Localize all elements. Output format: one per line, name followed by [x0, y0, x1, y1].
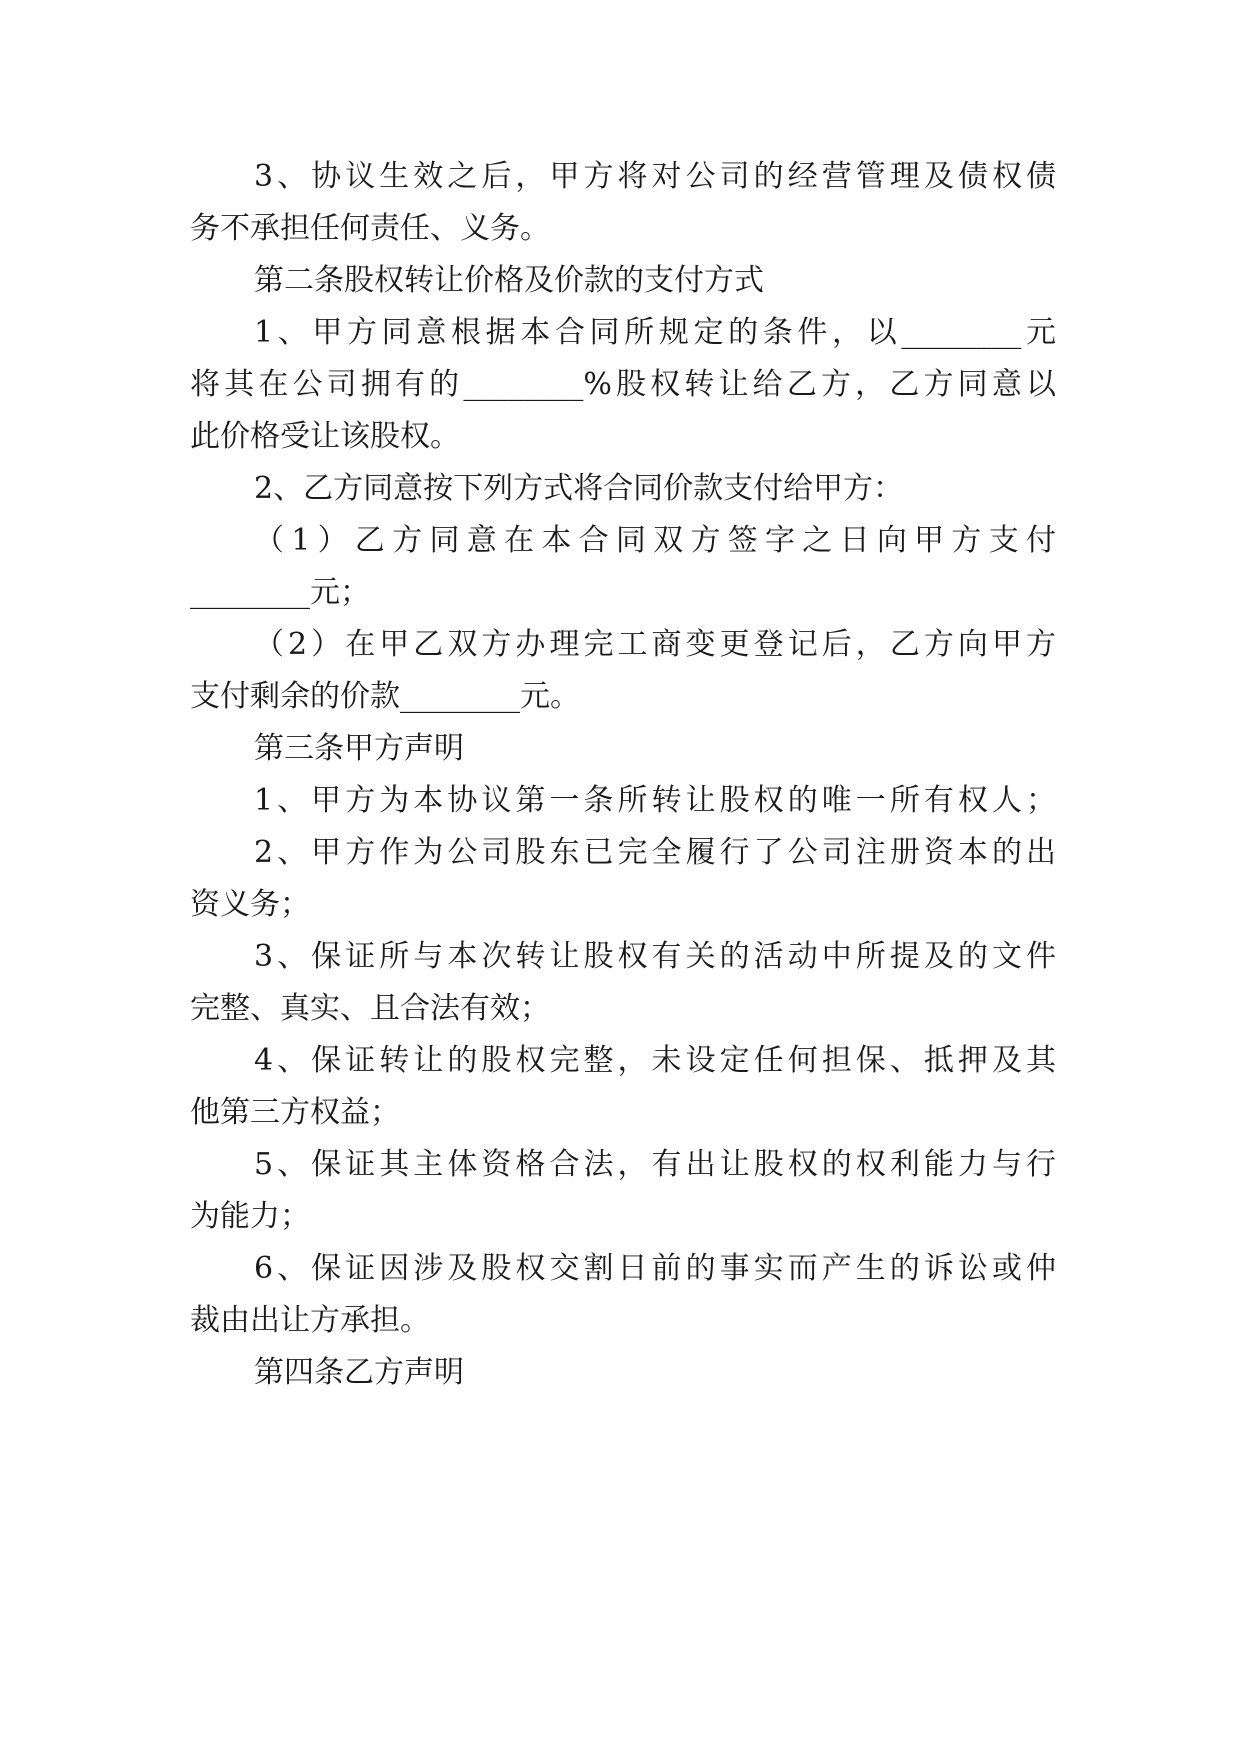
clause-1-3-line-1: 3、协议生效之后，甲方将对公司的经营管理及债权债	[254, 159, 1056, 194]
clause-3-6-line-1: 6、保证因涉及股权交割日前的事实而产生的诉讼或仲	[254, 1251, 1056, 1286]
clause-3-5-line-2: 为能力；	[190, 1199, 310, 1234]
clause-3-2-line-1: 2、甲方作为公司股东已完全履行了公司注册资本的出	[254, 835, 1056, 870]
clause-2-2-1-line-2: ________元；	[190, 575, 370, 610]
article-4-heading: 第四条乙方声明	[254, 1355, 464, 1390]
clause-2-2-2-line-2: 支付剩余的价款________元。	[190, 679, 580, 714]
clause-2-1-line-3: 此价格受让该股权。	[190, 419, 460, 454]
clause-2-1-line-2: 将其在公司拥有的________%股权转让给乙方，乙方同意以	[190, 367, 1056, 402]
clause-3-1: 1、甲方为本协议第一条所转让股权的唯一所有权人；	[254, 783, 1056, 818]
clause-3-4-line-2: 他第三方权益；	[190, 1095, 400, 1130]
clause-1-3-line-2: 务不承担任何责任、义务。	[190, 211, 550, 246]
clause-3-4-line-1: 4、保证转让的股权完整，未设定任何担保、抵押及其	[254, 1043, 1056, 1078]
clause-3-5-line-1: 5、保证其主体资格合法，有出让股权的权利能力与行	[254, 1147, 1056, 1182]
clause-2-2-1-line-1: （1）乙方同意在本合同双方签字之日向甲方支付	[254, 523, 1056, 558]
article-2-heading: 第二条股权转让价格及价款的支付方式	[254, 263, 764, 298]
clause-3-6-line-2: 裁由出让方承担。	[190, 1303, 430, 1338]
clause-2-2-2-line-1: （2）在甲乙双方办理完工商变更登记后，乙方向甲方	[254, 627, 1056, 662]
clause-3-3-line-1: 3、保证所与本次转让股权有关的活动中所提及的文件	[254, 939, 1056, 974]
clause-3-3-line-2: 完整、真实、且合法有效；	[190, 991, 550, 1026]
article-3-heading: 第三条甲方声明	[254, 731, 464, 766]
clause-2-2: 2、乙方同意按下列方式将合同价款支付给甲方：	[254, 471, 904, 506]
clause-3-2-line-2: 资义务；	[190, 887, 310, 922]
clause-2-1-line-1: 1、甲方同意根据本合同所规定的条件，以________元	[254, 315, 1056, 350]
